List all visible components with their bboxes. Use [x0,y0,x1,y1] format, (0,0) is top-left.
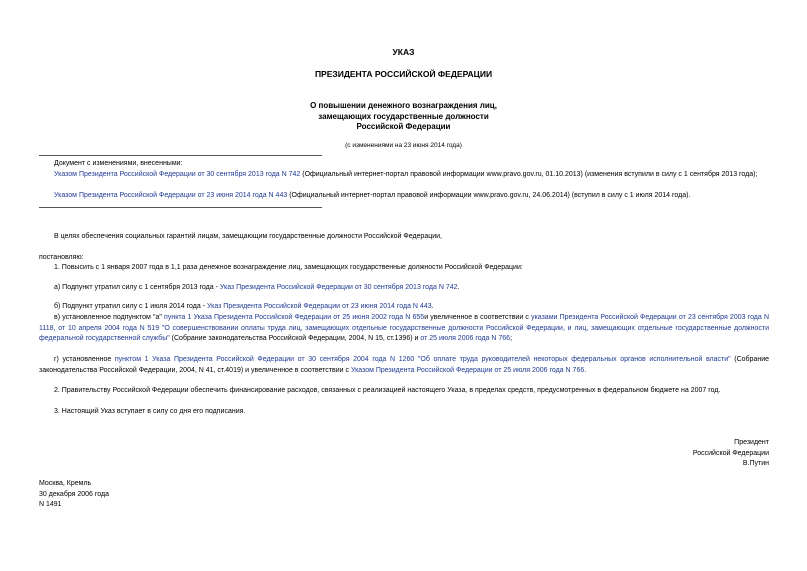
change-item-1 [39,170,769,181]
change-link-742[interactable]: Указом Президента Российской Федерации от 30 сентября 2013 года N 742 [54,171,301,178]
subpoint-g [39,355,769,376]
subject-line-1: О повышении денежного вознаграждения лиц, [310,101,497,110]
subject-line-2: замещающих государственные должности [318,112,489,121]
subpoint-g-link-1[interactable]: пунктом 1 Указа Президента Российской Федерации от 30 сентября 2004 года N 1260 "Об оплате труда руководителей некоторых федеральных органов исполнительной власти" [114,356,731,363]
subpoint-g-text-3: . [584,366,587,374]
subpoint-g-text-2: (Собрание законодательства Российской Федерации, 2004, N 41, ст.4019) и увеличенное в соответствии с [39,356,770,374]
subpoint-b-link[interactable]: Указ Президента Российской Федерации от 23 июня 2014 года N 443 [206,303,432,310]
changes-bottom-divider [39,207,322,208]
revision-note: (с изменениями на 23 июня 2014 года) [345,142,462,149]
point-1: 1. Повысить с 1 января 2007 года в 1,1 раза денежное вознаграждение лиц, замещающих государственные должности Российской Федерации: [54,264,523,271]
footer-number: N 1491 [39,501,62,508]
subpoint-v-text-3: (Собрание законодательства Российской Федерации, 2004, N 15, ст.1396) и [169,335,421,342]
point-2: 2. Правительству Российской Федерации обеспечить финансирование расходов, связанных с реализацией настоящего Указа, в пределах средств, предусмотренных в федеральном бюджете на 2007 год. [54,387,721,394]
changes-top-divider [39,155,322,156]
subpoint-a [54,283,784,294]
footer-place: Москва, Кремль [39,480,92,487]
subpoint-v [39,313,769,345]
subpoint-a-end: . [457,284,460,291]
preamble: В целях обеспечения социальных гарантий лицам, замещающим государственные должности Российской Федерации, [54,233,442,240]
doc-title: УКАЗ [392,47,415,57]
subject-line-3: Российской Федерации [356,122,451,131]
subpoint-v-text-1: в) установленное подпунктом "а" [54,314,165,321]
change-link-443[interactable]: Указом Президента Российской Федерации от 23 июня 2014 года N 443 [54,192,288,199]
subpoint-v-link-1[interactable]: пункта 1 Указа Президента Российской Федерации от 25 июня 2002 года N 655 [164,314,425,321]
signature-block [693,438,769,470]
changes-intro: Документ с изменениями, внесенными: [54,160,183,167]
signature-country: Российской Федерации [692,449,769,457]
subpoint-g-link-2[interactable]: Указом Президента Российской Федерации от 25 июля 2006 года N 766 [350,366,585,374]
subpoint-b-end: . [431,303,434,310]
subpoint-v-link-3[interactable]: от 25 июля 2006 года N 766 [420,335,511,342]
signature-name: В.Путин [742,460,769,467]
signature-title: Президент [734,439,769,446]
change-item-2 [39,191,769,202]
subpoint-b [54,302,784,313]
subpoint-g-text-1: г) установленное [54,356,115,363]
subpoint-v-text-4: ; [510,335,513,342]
decree-word: постановляю: [39,254,84,261]
subpoint-v-link-2[interactable]: указами Президента Российской Федерации от 23 сентября 2003 года N 1118, от 10 апреля 2004 года N 519 "О совершенствовании оплаты труда лиц, замещающих отдельные государственные должности Российской Федерации, и лиц, замещающих отдельные государственные должности федеральной государственной службы" [39,314,769,342]
footer-date: 30 декабря 2006 года [39,490,110,498]
change-item-2-text: (Официальный интернет-портал правовой информации www.pravo.gov.ru, 24.06.2014) (вступил в силу с 1 июля 2014 года). [287,192,691,199]
change-item-1-text: (Официальный интернет-портал правовой информации www.pravo.gov.ru, 01.10.2013) (изменения вступили в силу с 1 сентября 2013 года); [300,171,758,178]
subpoint-a-text: а) Подпункт утратил силу с 1 сентября 2013 года - [54,284,220,291]
point-3: 3. Настоящий Указ вступает в силу со дня его подписания. [54,408,246,415]
doc-issuer: ПРЕЗИДЕНТА РОССИЙСКОЙ ФЕДЕРАЦИИ [314,69,493,79]
subpoint-v-text-2: и увеличенное в соответствии с [424,314,532,321]
subpoint-b-text: б) Подпункт утратил силу с 1 июля 2014 года - [54,303,207,310]
subpoint-a-link[interactable]: Указ Президента Российской Федерации от 30 сентября 2013 года N 742 [219,284,458,291]
footer-block [39,479,109,511]
